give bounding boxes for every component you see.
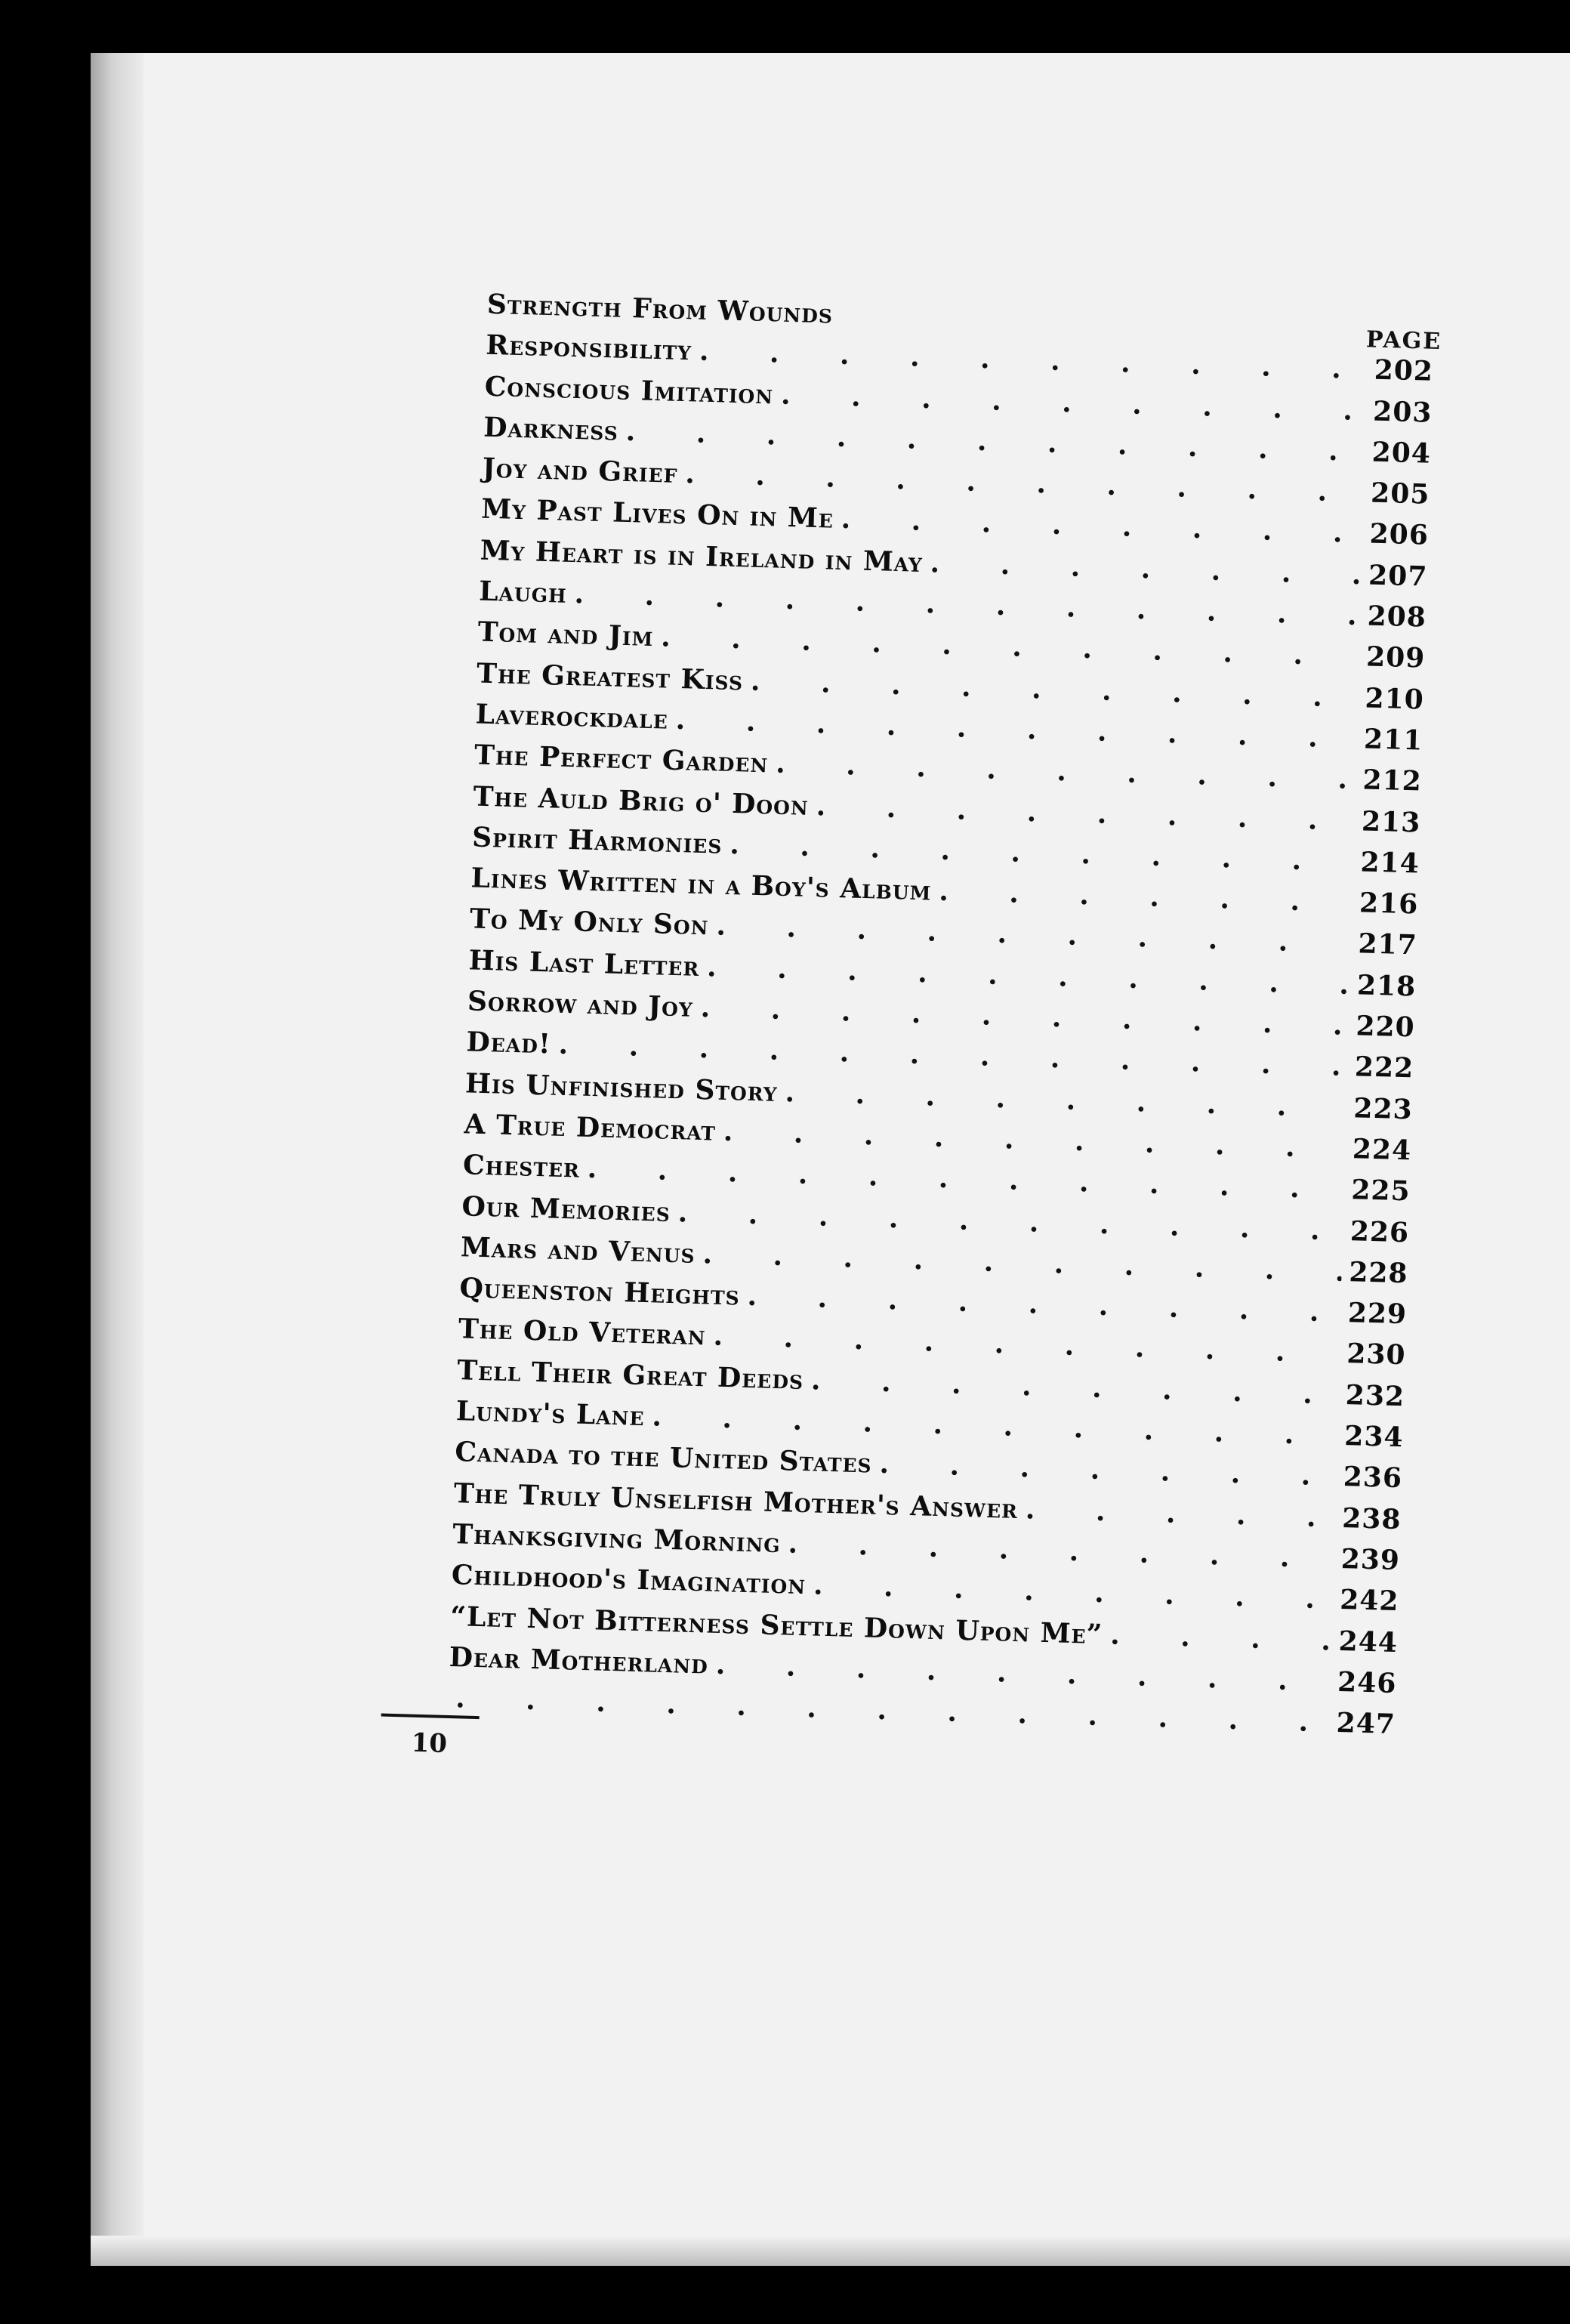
contents-list	[447, 289, 1435, 1750]
entry-page-number: 218	[1356, 969, 1417, 1003]
entry-page-number: 203	[1372, 395, 1433, 429]
entry-title: His Last Letter	[468, 944, 700, 983]
entry-title: Laugh	[478, 575, 568, 610]
entry-page-number: 230	[1346, 1338, 1407, 1372]
entry-title: To My Only Son	[469, 903, 710, 942]
entry-page-number: 213	[1361, 804, 1421, 839]
entry-title: Conscious Imitation	[484, 370, 774, 410]
entry-title: Darkness	[483, 411, 619, 447]
entry-page-number: 225	[1350, 1174, 1411, 1208]
footer-page-number: 10	[411, 1727, 448, 1759]
entry-page-number: 206	[1369, 517, 1430, 552]
entry-title: Joy and Grief	[482, 452, 679, 490]
entry-page-number: 226	[1349, 1214, 1410, 1248]
entry-page-number: 239	[1340, 1542, 1401, 1577]
entry-title: Laverockdale	[475, 698, 669, 736]
entry-page-number: 216	[1359, 887, 1419, 921]
entry-page-number: 246	[1337, 1665, 1397, 1699]
entry-title: The Greatest Kiss	[476, 657, 744, 697]
entry-page-number: 212	[1362, 764, 1423, 798]
entry-title: Canada to the United States	[454, 1436, 873, 1480]
entry-page-number: 204	[1371, 436, 1432, 470]
entry-title: Sorrow and Joy	[467, 985, 694, 1023]
entry-title: My Heart is in Ireland in May	[480, 534, 924, 579]
entry-page-number: 238	[1341, 1501, 1402, 1535]
entry-title: Strength From Wounds	[486, 288, 834, 330]
entry-page-number: 223	[1353, 1091, 1414, 1126]
entry-page-number: 242	[1339, 1584, 1400, 1618]
entry-title: A True Democrat	[464, 1108, 717, 1147]
entry-page-number: 229	[1347, 1297, 1408, 1331]
entry-title: Dead!	[466, 1026, 552, 1060]
entry-title: Dear Motherland	[449, 1640, 709, 1681]
entry-title: Lundy's Lane	[455, 1395, 646, 1433]
entry-page-number: 207	[1368, 559, 1428, 593]
entry-title: His Unfinished Story	[464, 1066, 779, 1108]
entry-page-number: 232	[1345, 1378, 1405, 1412]
entry-page-number: 208	[1367, 600, 1427, 634]
entry-title: The Perfect Garden	[473, 739, 769, 779]
entry-page-number: 228	[1348, 1255, 1409, 1290]
entry-page-number: 247	[1336, 1706, 1396, 1741]
entry-title: Lines Written in a Boy's Album	[470, 862, 932, 907]
entry-page-number: 234	[1343, 1420, 1405, 1454]
dot-leader	[1110, 1619, 1332, 1656]
entry-title: “Let Not Bitterness Settle Down Upon Me”	[449, 1600, 1103, 1650]
page-column-header: PAGE	[1365, 326, 1442, 356]
entry-page-number: 202	[1374, 353, 1434, 388]
entry-title: My Past Lives On in Me	[480, 493, 834, 535]
entry-page-number: 224	[1352, 1133, 1412, 1167]
entry-title: Thanksgiving Morning	[452, 1518, 782, 1560]
entry-page-number: 209	[1365, 640, 1426, 674]
entry-title: Tell Their Great Deeds	[456, 1353, 804, 1396]
entry-title: Our Memories	[461, 1190, 671, 1228]
entry-page-number: 220	[1355, 1010, 1416, 1044]
entry-page-number	[833, 323, 887, 325]
entry-page-number: 214	[1360, 846, 1420, 880]
entry-page-number: 211	[1363, 723, 1423, 757]
entry-page-number: 205	[1370, 477, 1430, 511]
entry-title: Mars and Venus	[460, 1231, 696, 1270]
entry-title: Responsibility	[485, 329, 692, 367]
entry-title: Chester	[462, 1149, 581, 1184]
entry-title: The Old Veteran	[458, 1313, 707, 1352]
entry-title: The Truly Unselfish Mother's Answer	[453, 1477, 1019, 1525]
entry-title: Spirit Harmonies	[471, 821, 723, 860]
entry-page-number: 244	[1338, 1625, 1399, 1659]
entry-title: Tom and Jim	[477, 616, 654, 653]
entry-page-number: 217	[1357, 927, 1418, 961]
entry-page-number: 210	[1365, 682, 1425, 716]
entry-title: Queenston Heights	[458, 1272, 741, 1312]
entry-title: The Auld Brig o' Doon	[473, 780, 810, 822]
entry-title: Childhood's Imagination	[451, 1559, 807, 1601]
entry-page-number: 236	[1343, 1461, 1403, 1495]
entry-page-number: 222	[1354, 1051, 1414, 1085]
